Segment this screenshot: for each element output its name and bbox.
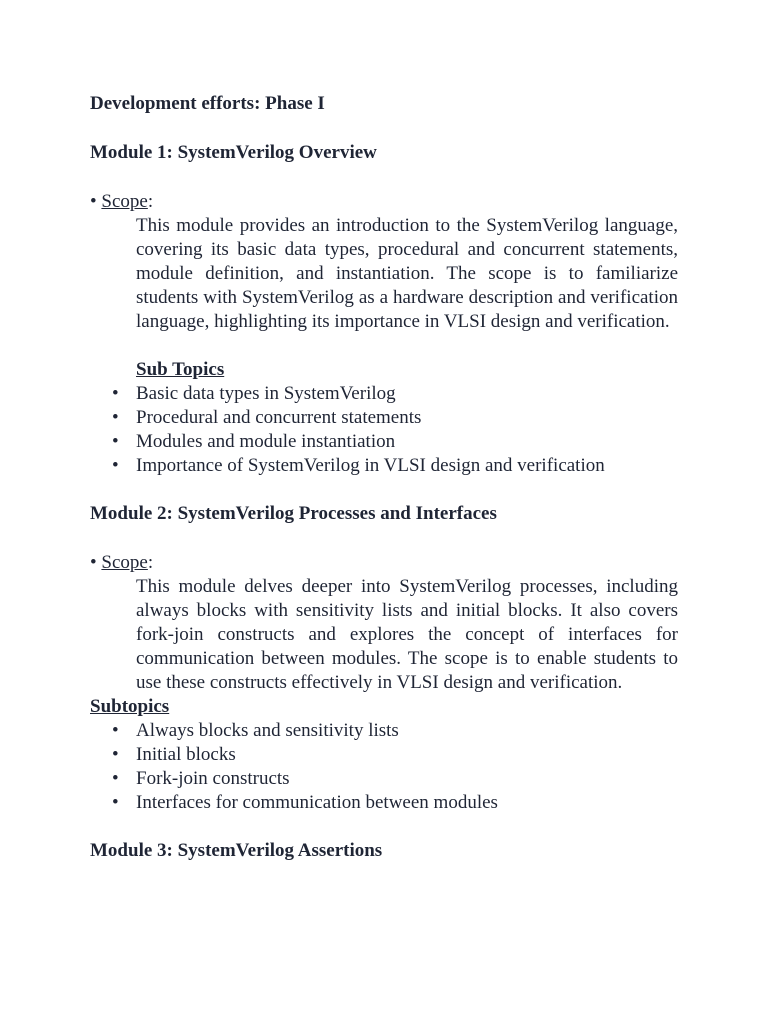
- bullet: •: [90, 191, 97, 212]
- module-3-section: [90, 839, 678, 863]
- module-2-title: Module 2: SystemVerilog Processes and Interfaces: [90, 503, 497, 524]
- bullet: •: [112, 383, 119, 404]
- bullet: •: [112, 792, 119, 813]
- bullet: •: [112, 768, 119, 789]
- list-item: • Initial blocks: [112, 744, 236, 765]
- module-2-scope-label: • Scope:: [90, 552, 154, 573]
- bullet: •: [112, 431, 119, 452]
- module-1-section: [90, 141, 678, 478]
- module-2-subtopics-list: [90, 719, 678, 815]
- document-title: Development efforts: Phase I: [90, 93, 325, 114]
- scope-word: Scope: [101, 552, 148, 573]
- scope-word: Scope: [101, 191, 148, 212]
- bullet: •: [112, 744, 119, 765]
- list-item: • Basic data types in SystemVerilog: [112, 383, 396, 404]
- module-1-subtopics-heading: Sub Topics: [136, 359, 225, 380]
- list-item: • Modules and module instantiation: [112, 431, 396, 452]
- module-1-subtopics-list: [90, 382, 678, 478]
- list-item: • Importance of SystemVerilog in VLSI design and verification: [112, 455, 605, 476]
- bullet: •: [112, 407, 119, 428]
- list-item: • Interfaces for communication between modules: [112, 792, 498, 813]
- module-2-scope-text: This module delves deeper into SystemVerilog processes, including always blocks with sensitivity lists and initial blocks. It also covers fork-join constructs and explores the concept of interfaces for communication between modules. The scope is to enable students to use these constructs effectively in VLSI design and verification.: [136, 576, 678, 693]
- list-item: • Procedural and concurrent statements: [112, 407, 422, 428]
- module-1-scope-label: • Scope:: [90, 191, 154, 212]
- module-2-section: [90, 502, 678, 815]
- list-item: • Fork-join constructs: [112, 768, 290, 789]
- bullet: •: [90, 552, 97, 573]
- module-2-subtopics-heading: Subtopics: [90, 696, 170, 717]
- bullet: •: [112, 720, 119, 741]
- module-1-title: Module 1: SystemVerilog Overview: [90, 142, 377, 163]
- bullet: •: [112, 455, 119, 476]
- module-3-title: Module 3: SystemVerilog Assertions: [90, 840, 383, 861]
- document-page: [90, 92, 678, 863]
- module-1-scope-text: This module provides an introduction to the SystemVerilog language, covering its basic data types, procedural and concurrent statements, module definition, and instantiation. The scope is to familiarize students with SystemVerilog as a hardware description and verification language, highlighting its importance in VLSI design and verification.: [136, 215, 678, 332]
- list-item: • Always blocks and sensitivity lists: [112, 720, 399, 741]
